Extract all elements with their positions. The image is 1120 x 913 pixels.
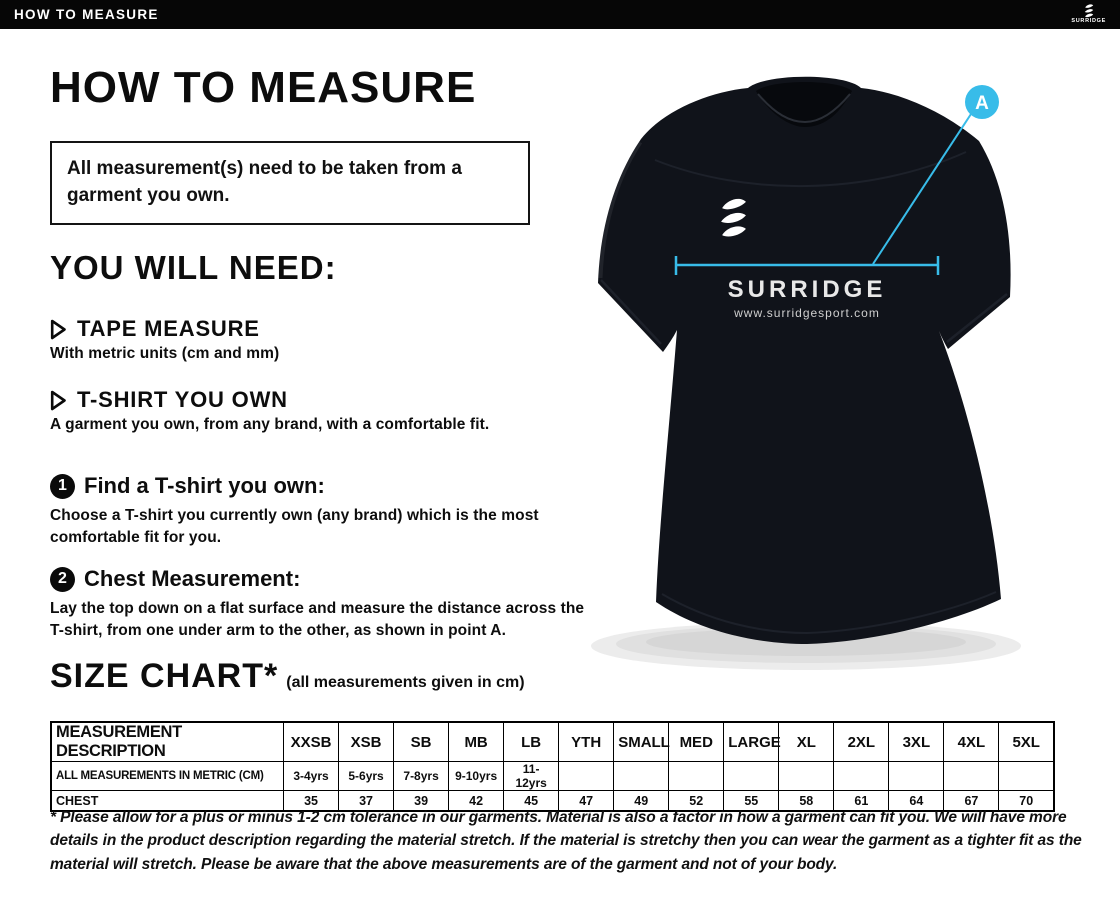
size-chart-header-size: 5XL [999,722,1054,762]
size-chart-cell: 49 [614,791,669,812]
measurement-notice-box: All measurement(s) need to be taken from a garment you own. [50,141,530,225]
size-chart-header-size: XL [779,722,834,762]
table-row [51,762,1054,791]
tolerance-footnote: * Please allow for a plus or minus 1-2 cm tolerance in our garments. Material is also a factor in how a garment can fit you. We will have more details in the product description regarding the material stretch. If the material is stretchy then you can wear the garment as a tighter fit as the material will stretch. Please be aware that the above measurements are of the garment and not of your body. [50,809,1082,873]
size-chart-header-size: 4XL [944,722,999,762]
size-chart-cell: 47 [559,791,614,812]
size-chart-cell [724,762,779,791]
size-chart-row-label: ALL MEASUREMENTS IN METRIC (CM) [51,762,284,791]
surridge-logo-text: SURRIDGE [1071,18,1106,25]
size-chart-cell [944,762,999,791]
top-bar-title: HOW TO MEASURE [14,7,159,22]
step-chest-measurement [50,566,595,643]
size-chart-cell: 52 [669,791,724,812]
size-chart-subtitle: (all measurements given in cm) [286,674,525,691]
size-chart-cell: 37 [339,791,394,812]
size-chart-heading [50,657,525,696]
size-chart-header-size: YTH [559,722,614,762]
tshirt-illustration [555,45,1120,690]
step-title: Chest Measurement: [84,566,301,591]
need-item-description: With metric units (cm and mm) [50,345,280,362]
size-chart-cell: 3-4yrs [284,762,339,791]
table-header-row [51,722,1054,762]
top-bar [0,0,1120,29]
size-chart-header-size: MED [669,722,724,762]
step-title: Find a T-shirt you own: [84,473,325,498]
size-chart-cell: 64 [889,791,944,812]
step-description: Lay the top down on a flat surface and measure the distance across the T-shirt, from one under arm to the other, as shown in point A. [50,600,585,640]
size-chart-header-measurement: MEASUREMENT DESCRIPTION [51,722,284,762]
size-chart-header-size: SMALL [614,722,669,762]
page-title: HOW TO MEASURE [50,63,477,112]
triangle-right-icon [50,390,67,411]
point-a-label: A [975,93,989,114]
size-chart-title: SIZE CHART* [50,657,279,695]
size-chart-header-size: MB [449,722,504,762]
size-chart-cell [614,762,669,791]
size-chart-cell: 61 [834,791,889,812]
shirt-brand-text: SURRIDGE [727,276,887,303]
size-chart-header-size: LB [504,722,559,762]
size-chart-cell [889,762,944,791]
need-item-tape-measure [50,316,279,363]
size-chart-cell: 5-6yrs [339,762,394,791]
size-chart-cell: 11-12yrs [504,762,559,791]
size-chart-cell: 45 [504,791,559,812]
size-chart-cell: 9-10yrs [449,762,504,791]
size-chart-header-size: 3XL [889,722,944,762]
size-chart-cell: 70 [999,791,1054,812]
size-chart-table-head [51,722,1054,762]
size-chart-cell: 35 [284,791,339,812]
size-chart-cell: 67 [944,791,999,812]
size-chart-header-size: XXSB [284,722,339,762]
size-chart-header-size: LARGE [724,722,779,762]
size-chart-cell [999,762,1054,791]
step-number-badge: 2 [50,567,75,592]
surridge-s-icon [1084,4,1094,18]
need-item-description: A garment you own, from any brand, with a comfortable fit. [50,416,490,433]
size-chart-cell: 58 [779,791,834,812]
need-item-title: TAPE MEASURE [77,316,260,341]
shirt-url-text: www.surridgesport.com [734,306,880,320]
need-item-tshirt [50,387,489,434]
size-chart-cell [834,762,889,791]
size-chart-header-size: XSB [339,722,394,762]
step-number-badge: 1 [50,474,75,499]
size-chart-row-label: CHEST [51,791,284,812]
size-chart-cell: 7-8yrs [394,762,449,791]
size-chart-cell: 42 [449,791,504,812]
size-chart-table [50,721,1055,812]
need-item-title: T-SHIRT YOU OWN [77,387,288,412]
size-chart-cell [779,762,834,791]
size-chart-cell: 39 [394,791,449,812]
step-description: Choose a T-shirt you currently own (any brand) which is the most comfortable fit for you. [50,507,539,547]
you-will-need-heading: YOU WILL NEED: [50,249,337,286]
size-chart-cell [669,762,724,791]
triangle-right-icon [50,319,67,340]
size-chart-table-body [51,762,1054,812]
size-chart-cell: 55 [724,791,779,812]
size-chart-header-size: 2XL [834,722,889,762]
step-find-tshirt [50,473,595,550]
size-chart-header-size: SB [394,722,449,762]
tshirt-diagram [555,45,1120,690]
size-chart-cell [559,762,614,791]
surridge-logo [1071,4,1106,25]
